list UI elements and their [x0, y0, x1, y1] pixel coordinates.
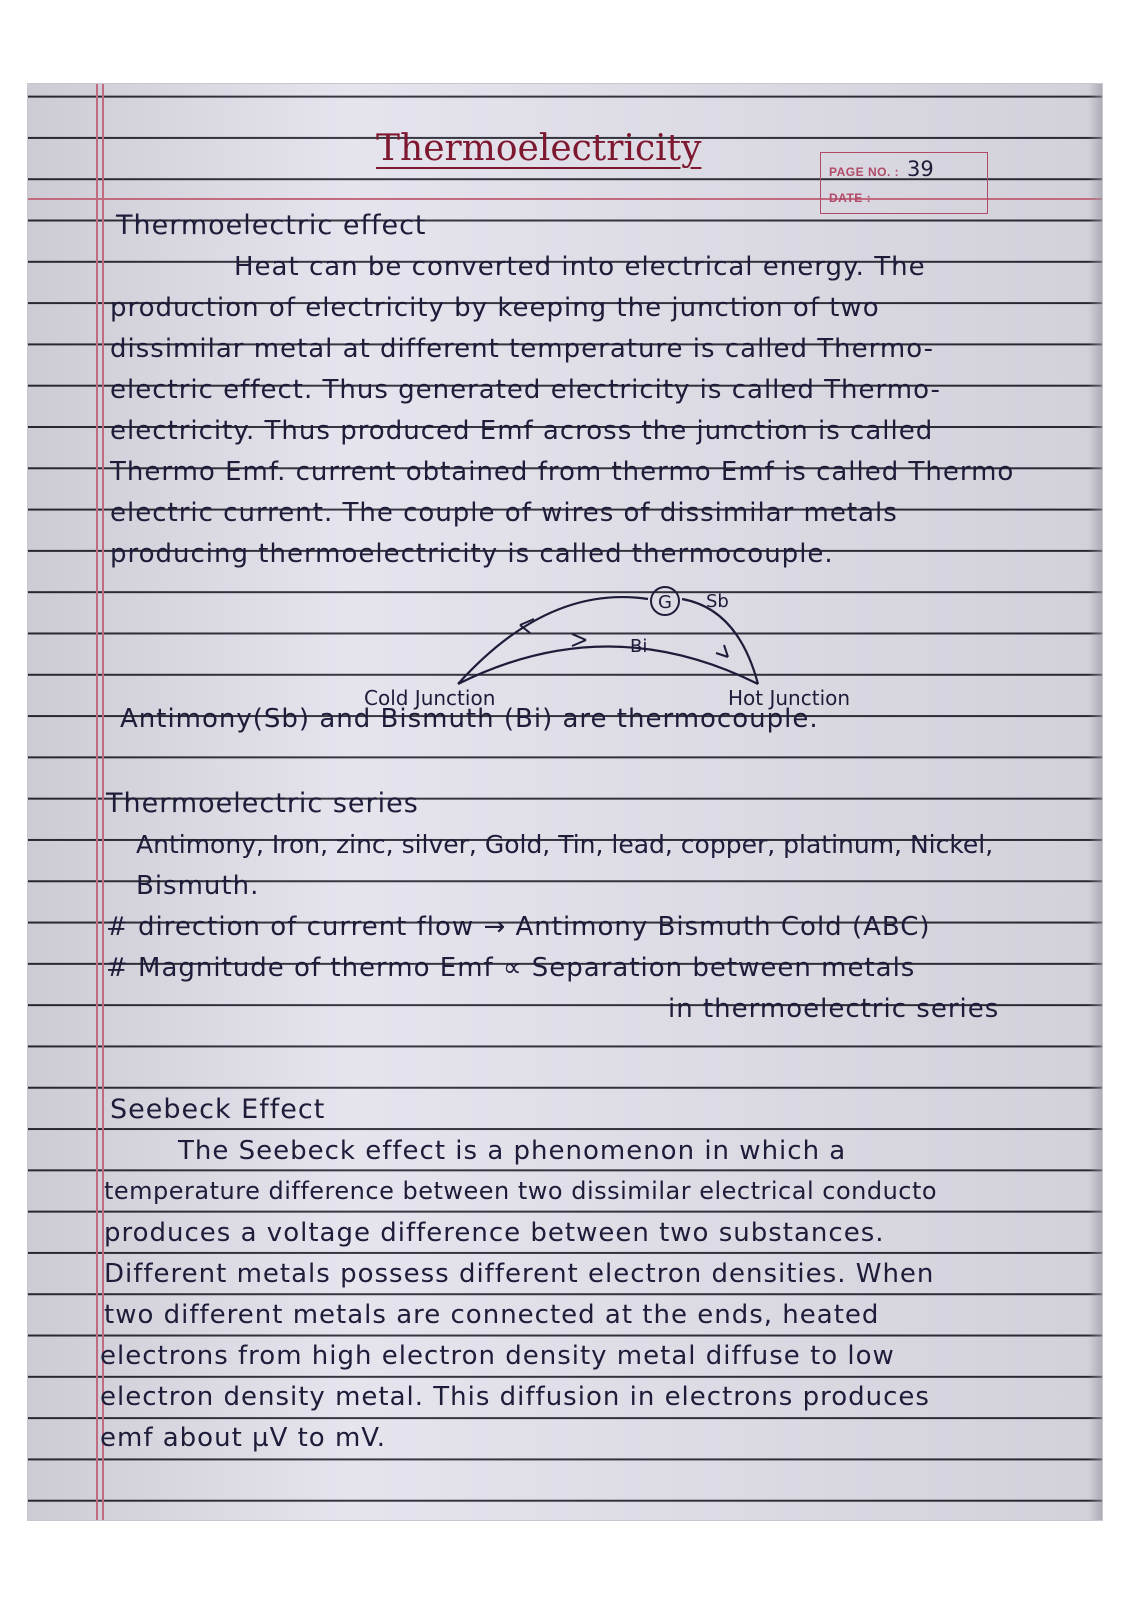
- text-line: Antimony, Iron, zinc, silver, Gold, Tin, lead, copper, platinum, Nickel,: [136, 830, 994, 859]
- thermocouple-diagram: [364, 589, 851, 710]
- arrow-icon: [716, 645, 728, 657]
- text-line: electric current. The couple of wires of dissimilar metals: [110, 498, 898, 528]
- notebook-page: [28, 84, 1102, 1520]
- text-line: electron density metal. This diffusion in electrons produces: [100, 1382, 930, 1412]
- date-label: DATE :: [829, 191, 872, 205]
- bismuth-wire: [458, 647, 758, 685]
- text-line: Heat can be converted into electrical energy. The: [234, 252, 926, 282]
- page-title: Thermoelectricity: [376, 128, 702, 169]
- page-edge-shadow: [1088, 84, 1102, 1520]
- text-line: # direction of current flow → Antimony Bismuth Cold (ABC): [106, 912, 931, 942]
- page-number-box: [820, 152, 988, 214]
- text-line: producing thermoelectricity is called thermocouple.: [110, 539, 834, 569]
- text-line: Thermo Emf. current obtained from thermo Emf is called Thermo: [110, 457, 1015, 487]
- text-line: Antimony(Sb) and Bismuth (Bi) are thermocouple.: [120, 704, 819, 734]
- sb-label: Sb: [706, 591, 729, 612]
- bi-label: Bi: [630, 636, 648, 657]
- heading-thermoelectric-series: Thermoelectric series: [106, 788, 419, 819]
- arrow-icon: [572, 634, 586, 646]
- text-line: temperature difference between two dissimilar electrical conducto: [104, 1177, 938, 1205]
- page-no-value: 39: [907, 157, 934, 181]
- left-margin-line: [96, 84, 98, 1520]
- galvanometer-label: G: [658, 592, 672, 613]
- text-line: The Seebeck effect is a phenomenon in which a: [178, 1136, 847, 1166]
- page-no-label: PAGE NO. :: [829, 165, 900, 179]
- heading-thermoelectric-effect: Thermoelectric effect: [116, 210, 427, 241]
- text-line: electricity. Thus produced Emf across the junction is called: [110, 416, 934, 446]
- text-line: emf about µV to mV.: [100, 1423, 387, 1453]
- heading-seebeck-effect: Seebeck Effect: [110, 1094, 326, 1125]
- text-line: in thermoelectric series: [668, 994, 1000, 1024]
- cold-junction-label: Cold Junction: [364, 686, 496, 710]
- text-line: Different metals possess different electron densities. When: [104, 1259, 935, 1289]
- text-line: produces a voltage difference between two substances.: [104, 1218, 885, 1248]
- text-line: production of electricity by keeping the junction of two: [110, 293, 880, 323]
- text-line: electrons from high electron density metal diffuse to low: [100, 1341, 895, 1371]
- text-line: Bismuth.: [136, 871, 260, 901]
- hot-junction-label: Hot Junction: [728, 686, 851, 710]
- text-line: dissimilar metal at different temperature is called Thermo-: [110, 334, 934, 364]
- text-line: electric effect. Thus generated electricity is called Thermo-: [110, 375, 941, 405]
- text-line: two different metals are connected at the ends, heated: [104, 1300, 880, 1330]
- text-line: # Magnitude of thermo Emf ∝ Separation between metals: [106, 953, 916, 983]
